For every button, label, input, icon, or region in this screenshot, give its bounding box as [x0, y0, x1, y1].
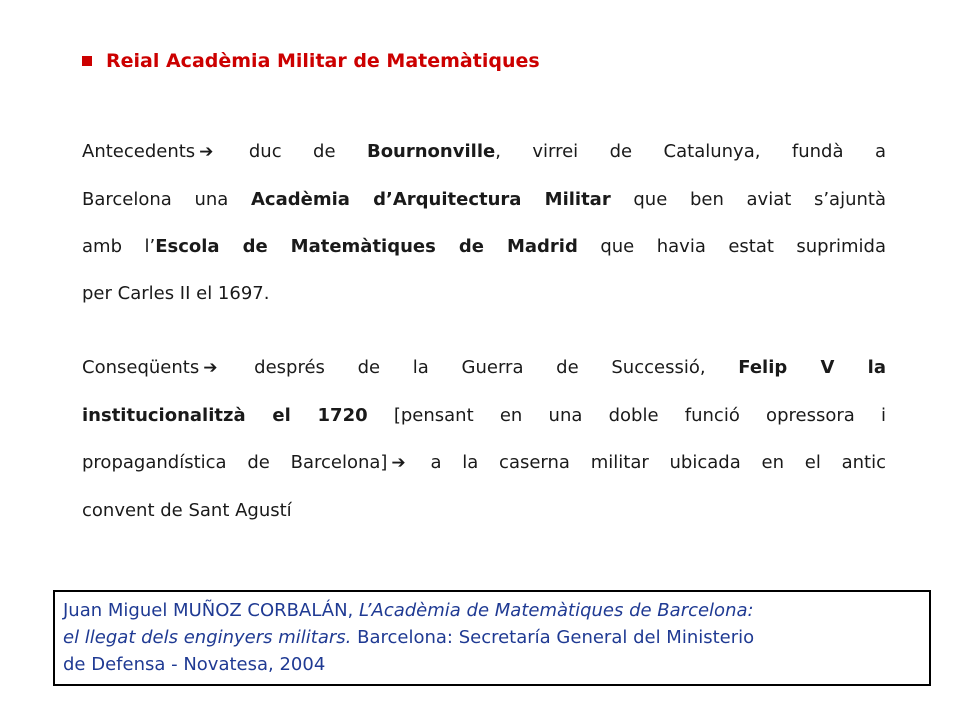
arrow-right-icon: ➔ — [199, 142, 214, 162]
antecedents-paragraph — [82, 128, 886, 317]
antecedents-bold-academia: Acadèmia d’Arquitectura Militar — [251, 189, 611, 210]
antecedents-text: duc de — [248, 141, 336, 162]
antecedents-text: que havia estat suprimida — [600, 236, 886, 257]
consequents-text: a la caserna militar ubicada en el antic — [430, 452, 886, 473]
consequents-bold-felip: Felip V la — [738, 357, 886, 378]
heading-text: Reial Acadèmia Militar de Matemàtiques — [106, 50, 540, 72]
consequents-line-1 — [82, 344, 886, 392]
antecedents-bold-bournonville: Bournonville — [366, 141, 496, 162]
consequents-label: Conseqüents — [82, 357, 200, 378]
consequents-paragraph — [82, 344, 886, 534]
reference-author: Juan Miguel MUÑOZ CORBALÁN, — [63, 600, 359, 621]
slide-heading — [82, 50, 540, 72]
reference-title-part2: el llegat dels enginyers militars. — [63, 627, 352, 648]
square-bullet-icon — [82, 56, 92, 66]
consequents-bold-institucionalitza: institucionalitzà el 1720 — [82, 405, 368, 426]
antecedents-line-4 — [82, 270, 886, 317]
antecedents-line-2 — [82, 176, 886, 223]
antecedents-line-1 — [82, 128, 886, 176]
antecedents-text: , virrei de Catalunya, fundà a — [495, 141, 886, 162]
antecedents-text: per Carles II el 1697. — [82, 283, 270, 304]
consequents-text: després de la Guerra de Successió, — [254, 357, 706, 378]
consequents-text: propagandística de Barcelona] — [82, 452, 388, 473]
reference-publisher-line2: de Defensa - Novatesa, 2004 — [63, 654, 326, 675]
antecedents-bold-escola: Escola de Matemàtiques de Madrid — [155, 236, 578, 257]
consequents-line-2 — [82, 392, 886, 439]
arrow-right-icon: ➔ — [391, 453, 406, 473]
reference-title-part1: L’Acadèmia de Matemàtiques de Barcelona: — [359, 600, 754, 621]
antecedents-line-3 — [82, 223, 886, 270]
bibliographic-reference-box — [53, 590, 931, 686]
antecedents-text: Barcelona una — [82, 189, 229, 210]
arrow-right-icon: ➔ — [203, 358, 218, 378]
consequents-line-3 — [82, 439, 886, 487]
antecedents-text: amb l’ — [82, 236, 156, 257]
consequents-text: [pensant en una doble funció opressora i — [393, 405, 886, 426]
antecedents-text: que ben aviat s’ajuntà — [633, 189, 886, 210]
reference-publisher-line1: Barcelona: Secretaría General del Ministerio — [351, 627, 755, 648]
antecedents-label: Antecedents — [82, 141, 196, 162]
consequents-text: convent de Sant Agustí — [82, 500, 292, 521]
consequents-line-4 — [82, 487, 886, 534]
